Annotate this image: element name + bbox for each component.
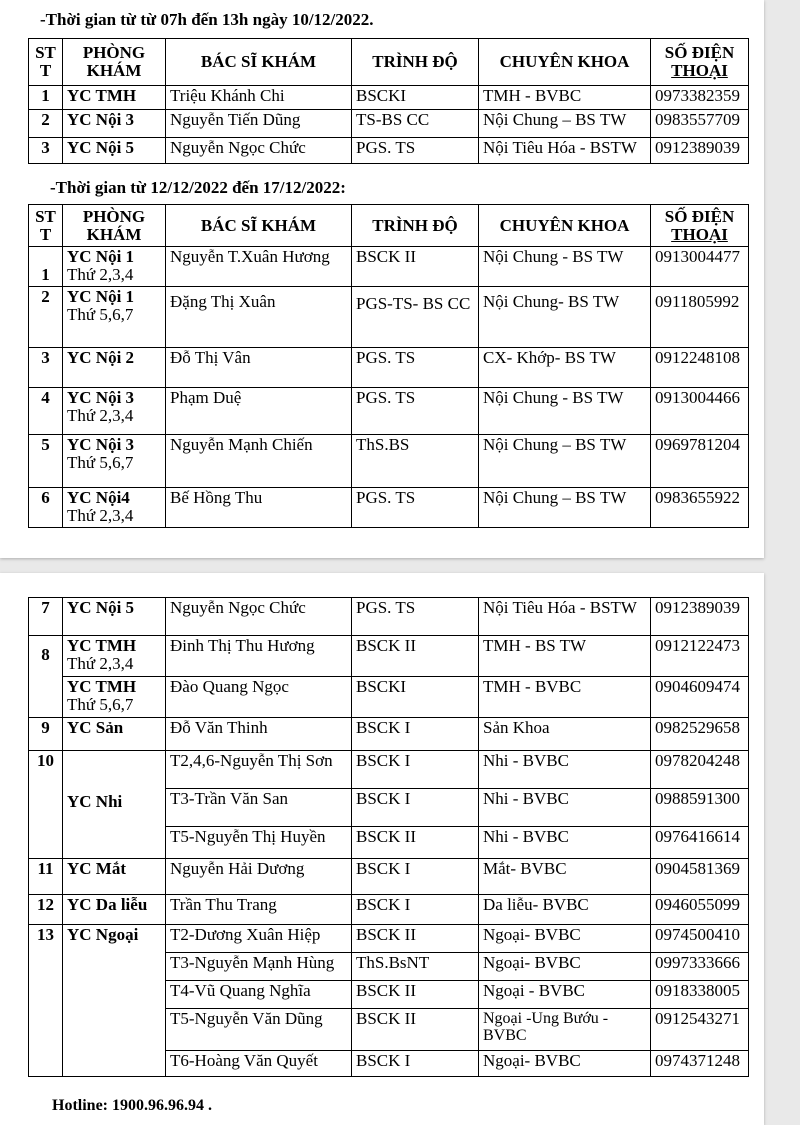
header-stt: ST T bbox=[29, 39, 63, 86]
row-phone: 0912543271 bbox=[651, 1009, 749, 1051]
row-doctor: T4-Vũ Quang Nghĩa bbox=[166, 981, 352, 1009]
row-stt: 8 bbox=[29, 636, 63, 718]
row-phone: 0911805992 bbox=[651, 287, 749, 348]
table-row bbox=[29, 598, 749, 636]
row-doctor: Nguyễn Ngọc Chức bbox=[166, 598, 352, 636]
row-phone: 0976416614 bbox=[651, 827, 749, 859]
row-phone: 0974500410 bbox=[651, 925, 749, 953]
row-level: BSCK I bbox=[352, 789, 479, 827]
row-stt: 1 bbox=[29, 86, 63, 110]
row-room: YC Ngoại bbox=[63, 925, 166, 1077]
row-phone: 0912389039 bbox=[651, 598, 749, 636]
row-level: BSCK I bbox=[352, 1051, 479, 1077]
row-phone: 0946055099 bbox=[651, 895, 749, 925]
row-room: YC Sản bbox=[63, 718, 166, 751]
row-stt: 12 bbox=[29, 895, 63, 925]
row-specialty: Nội Chung - BS TW bbox=[479, 388, 651, 435]
header-phone-line1: SỐ ĐIỆN bbox=[664, 206, 735, 226]
row-level: PGS. TS bbox=[352, 488, 479, 528]
row-phone: 0912122473 bbox=[651, 636, 749, 677]
header-stt: ST T bbox=[29, 205, 63, 247]
table-row bbox=[29, 718, 749, 751]
room-name: YC Nội 3 bbox=[67, 435, 135, 454]
table-row bbox=[29, 388, 749, 435]
row-room bbox=[63, 388, 166, 435]
row-doctor: Nguyễn Mạnh Chiến bbox=[166, 435, 352, 488]
row-doctor: Phạm Duệ bbox=[166, 388, 352, 435]
row-phone: 0912248108 bbox=[651, 348, 749, 388]
row-specialty: Nội Chung- BS TW bbox=[479, 287, 651, 348]
row-specialty: Nội Tiêu Hóa - BSTW bbox=[479, 598, 651, 636]
row-phone: 0973382359 bbox=[651, 86, 749, 110]
row-doctor: Trần Thu Trang bbox=[166, 895, 352, 925]
row-doctor: T2-Dương Xuân Hiệp bbox=[166, 925, 352, 953]
row-level: BSCK I bbox=[352, 751, 479, 789]
row-specialty: TMH - BS TW bbox=[479, 636, 651, 677]
row-phone: 0988591300 bbox=[651, 789, 749, 827]
table-header-row bbox=[29, 205, 749, 247]
row-level: BSCK II bbox=[352, 981, 479, 1009]
row-phone: 0983557709 bbox=[651, 110, 749, 138]
row-level: ThS.BS bbox=[352, 435, 479, 488]
table-row bbox=[29, 435, 749, 488]
row-specialty: Sản Khoa bbox=[479, 718, 651, 751]
table-row bbox=[29, 895, 749, 925]
row-doctor: Đặng Thị Xuân bbox=[166, 287, 352, 348]
header-phone bbox=[651, 205, 749, 247]
row-stt: 9 bbox=[29, 718, 63, 751]
table-row bbox=[29, 138, 749, 164]
row-room: YC Nội 3 bbox=[63, 110, 166, 138]
header-level: TRÌNH ĐỘ bbox=[352, 39, 479, 86]
row-level: BSCK I bbox=[352, 718, 479, 751]
table-row bbox=[29, 859, 749, 895]
schedule-table-3 bbox=[28, 597, 749, 1077]
room-name: YC Nội 1 bbox=[67, 287, 135, 306]
row-specialty: TMH - BVBC bbox=[479, 677, 651, 718]
row-specialty: Nhi - BVBC bbox=[479, 827, 651, 859]
table-row bbox=[29, 348, 749, 388]
schedule-table-2 bbox=[28, 204, 749, 528]
row-level: PGS-TS- BS CC bbox=[352, 287, 479, 348]
room-days: Thứ 2,3,4 bbox=[67, 654, 134, 673]
row-level: BSCK II bbox=[352, 925, 479, 953]
row-stt: 3 bbox=[29, 348, 63, 388]
table-row bbox=[29, 925, 749, 953]
room-name: YC TMH bbox=[67, 636, 137, 655]
header-specialty: CHUYÊN KHOA bbox=[479, 39, 651, 86]
row-specialty: TMH - BVBC bbox=[479, 86, 651, 110]
room-name: YC Nội 3 bbox=[67, 388, 135, 407]
row-stt: 1 bbox=[29, 247, 63, 287]
row-level: BSCK II bbox=[352, 636, 479, 677]
header-phone-line2: THOẠI bbox=[671, 61, 728, 80]
row-level: ThS.BsNT bbox=[352, 953, 479, 981]
row-phone: 0982529658 bbox=[651, 718, 749, 751]
row-doctor: T2,4,6-Nguyễn Thị Sơn bbox=[166, 751, 352, 789]
table-row bbox=[29, 751, 749, 789]
row-doctor: T5-Nguyễn Thị Huyền bbox=[166, 827, 352, 859]
row-phone: 0912389039 bbox=[651, 138, 749, 164]
row-level: BSCK I bbox=[352, 859, 479, 895]
row-specialty: Nội Chung – BS TW bbox=[479, 488, 651, 528]
section-2-caption: -Thời gian từ 12/12/2022 đến 17/12/2022: bbox=[50, 178, 346, 197]
row-specialty: Ngoại -Ung Bướu - BVBC bbox=[479, 1009, 651, 1051]
row-stt: 11 bbox=[29, 859, 63, 895]
row-stt: 6 bbox=[29, 488, 63, 528]
row-specialty: Ngoại - BVBC bbox=[479, 981, 651, 1009]
header-phone bbox=[651, 39, 749, 86]
row-specialty: Ngoại- BVBC bbox=[479, 953, 651, 981]
row-doctor: T3-Trần Văn San bbox=[166, 789, 352, 827]
row-room bbox=[63, 348, 166, 388]
hotline-text: Hotline: 1900.96.96.94 . bbox=[52, 1097, 212, 1114]
row-room: YC Da liễu bbox=[63, 895, 166, 925]
header-room: PHÒNG KHÁM bbox=[63, 39, 166, 86]
table-row bbox=[29, 488, 749, 528]
row-stt: 2 bbox=[29, 110, 63, 138]
row-room bbox=[63, 488, 166, 528]
row-room bbox=[63, 435, 166, 488]
row-room: YC Nhi bbox=[63, 751, 166, 859]
row-phone: 0913004477 bbox=[651, 247, 749, 287]
row-phone: 0969781204 bbox=[651, 435, 749, 488]
row-specialty: Nội Tiêu Hóa - BSTW bbox=[479, 138, 651, 164]
room-days: Thứ 5,6,7 bbox=[67, 453, 134, 472]
table-row bbox=[29, 110, 749, 138]
row-doctor: Nguyễn Tiến Dũng bbox=[166, 110, 352, 138]
table-row bbox=[29, 86, 749, 110]
row-room bbox=[63, 247, 166, 287]
row-level: PGS. TS bbox=[352, 598, 479, 636]
row-stt: 3 bbox=[29, 138, 63, 164]
row-specialty: Nội Chung – BS TW bbox=[479, 435, 651, 488]
row-specialty: Da liễu- BVBC bbox=[479, 895, 651, 925]
row-phone: 0997333666 bbox=[651, 953, 749, 981]
row-level: BSCK II bbox=[352, 247, 479, 287]
row-doctor: Đào Quang Ngọc bbox=[166, 677, 352, 718]
room-days: Thứ 5,6,7 bbox=[67, 695, 134, 714]
row-specialty: Nhi - BVBC bbox=[479, 751, 651, 789]
row-room: YC Mắt bbox=[63, 859, 166, 895]
section-1-caption: -Thời gian từ từ 07h đến 13h ngày 10/12/2022. bbox=[40, 10, 374, 29]
row-phone: 0913004466 bbox=[651, 388, 749, 435]
room-days: Thứ 2,3,4 bbox=[67, 406, 134, 425]
row-level: TS-BS CC bbox=[352, 110, 479, 138]
row-doctor: T3-Nguyễn Mạnh Hùng bbox=[166, 953, 352, 981]
room-days: Thứ 5,6,7 bbox=[67, 305, 134, 324]
table-row bbox=[29, 677, 749, 718]
row-specialty: Ngoại- BVBC bbox=[479, 1051, 651, 1077]
row-doctor: Đinh Thị Thu Hương bbox=[166, 636, 352, 677]
row-stt: 10 bbox=[29, 751, 63, 859]
schedule-table-1 bbox=[28, 38, 749, 164]
row-room: YC TMH bbox=[63, 86, 166, 110]
row-phone: 0904609474 bbox=[651, 677, 749, 718]
row-specialty: Mắt- BVBC bbox=[479, 859, 651, 895]
row-doctor: Đỗ Thị Vân bbox=[166, 348, 352, 388]
row-stt: 13 bbox=[29, 925, 63, 1077]
header-phone-line1: SỐ ĐIỆN bbox=[664, 43, 735, 62]
row-phone: 0904581369 bbox=[651, 859, 749, 895]
header-level: TRÌNH ĐỘ bbox=[352, 205, 479, 247]
table-row bbox=[29, 636, 749, 677]
row-doctor: Nguyễn T.Xuân Hương bbox=[166, 247, 352, 287]
row-doctor: T5-Nguyễn Văn Dũng bbox=[166, 1009, 352, 1051]
row-specialty: Nhi - BVBC bbox=[479, 789, 651, 827]
header-phone-line2: THOẠI bbox=[671, 224, 728, 244]
room-name: YC TMH bbox=[67, 677, 137, 696]
row-specialty: Nội Chung - BS TW bbox=[479, 247, 651, 287]
row-specialty: Nội Chung – BS TW bbox=[479, 110, 651, 138]
row-stt: 7 bbox=[29, 598, 63, 636]
row-level: BSCKI bbox=[352, 86, 479, 110]
table-row bbox=[29, 247, 749, 287]
row-phone: 0983655922 bbox=[651, 488, 749, 528]
header-doctor: BÁC SĨ KHÁM bbox=[166, 205, 352, 247]
header-room: PHÒNG KHÁM bbox=[63, 205, 166, 247]
row-stt: 4 bbox=[29, 388, 63, 435]
row-phone: 0918338005 bbox=[651, 981, 749, 1009]
room-name: YC Nội4 bbox=[67, 488, 130, 507]
row-doctor: Nguyễn Ngọc Chức bbox=[166, 138, 352, 164]
room-days: Thứ 2,3,4 bbox=[67, 265, 134, 284]
row-level: BSCK II bbox=[352, 827, 479, 859]
header-doctor: BÁC SĨ KHÁM bbox=[166, 39, 352, 86]
row-stt: 5 bbox=[29, 435, 63, 488]
row-doctor: T6-Hoàng Văn Quyết bbox=[166, 1051, 352, 1077]
row-level: PGS. TS bbox=[352, 138, 479, 164]
room-days: Thứ 2,3,4 bbox=[67, 506, 134, 525]
row-room: YC Nội 5 bbox=[63, 598, 166, 636]
header-specialty: CHUYÊN KHOA bbox=[479, 205, 651, 247]
row-phone: 0974371248 bbox=[651, 1051, 749, 1077]
document-page-1 bbox=[0, 0, 764, 558]
row-room bbox=[63, 677, 166, 718]
row-level: PGS. TS bbox=[352, 348, 479, 388]
row-room bbox=[63, 287, 166, 348]
row-level: BSCK II bbox=[352, 1009, 479, 1051]
row-stt: 2 bbox=[29, 287, 63, 348]
row-room bbox=[63, 636, 166, 677]
row-specialty: CX- Khớp- BS TW bbox=[479, 348, 651, 388]
row-doctor: Đỗ Văn Thinh bbox=[166, 718, 352, 751]
room-name: YC Nội 1 bbox=[67, 247, 135, 266]
room-name: YC Nội 2 bbox=[67, 348, 135, 367]
row-level: BSCK I bbox=[352, 895, 479, 925]
row-doctor: Nguyễn Hải Dương bbox=[166, 859, 352, 895]
row-level: BSCKI bbox=[352, 677, 479, 718]
row-level: PGS. TS bbox=[352, 388, 479, 435]
table-header-row bbox=[29, 39, 749, 86]
row-room: YC Nội 5 bbox=[63, 138, 166, 164]
table-row bbox=[29, 287, 749, 348]
row-doctor: Bế Hồng Thu bbox=[166, 488, 352, 528]
row-doctor: Triệu Khánh Chi bbox=[166, 86, 352, 110]
row-phone: 0978204248 bbox=[651, 751, 749, 789]
row-specialty: Ngoại- BVBC bbox=[479, 925, 651, 953]
